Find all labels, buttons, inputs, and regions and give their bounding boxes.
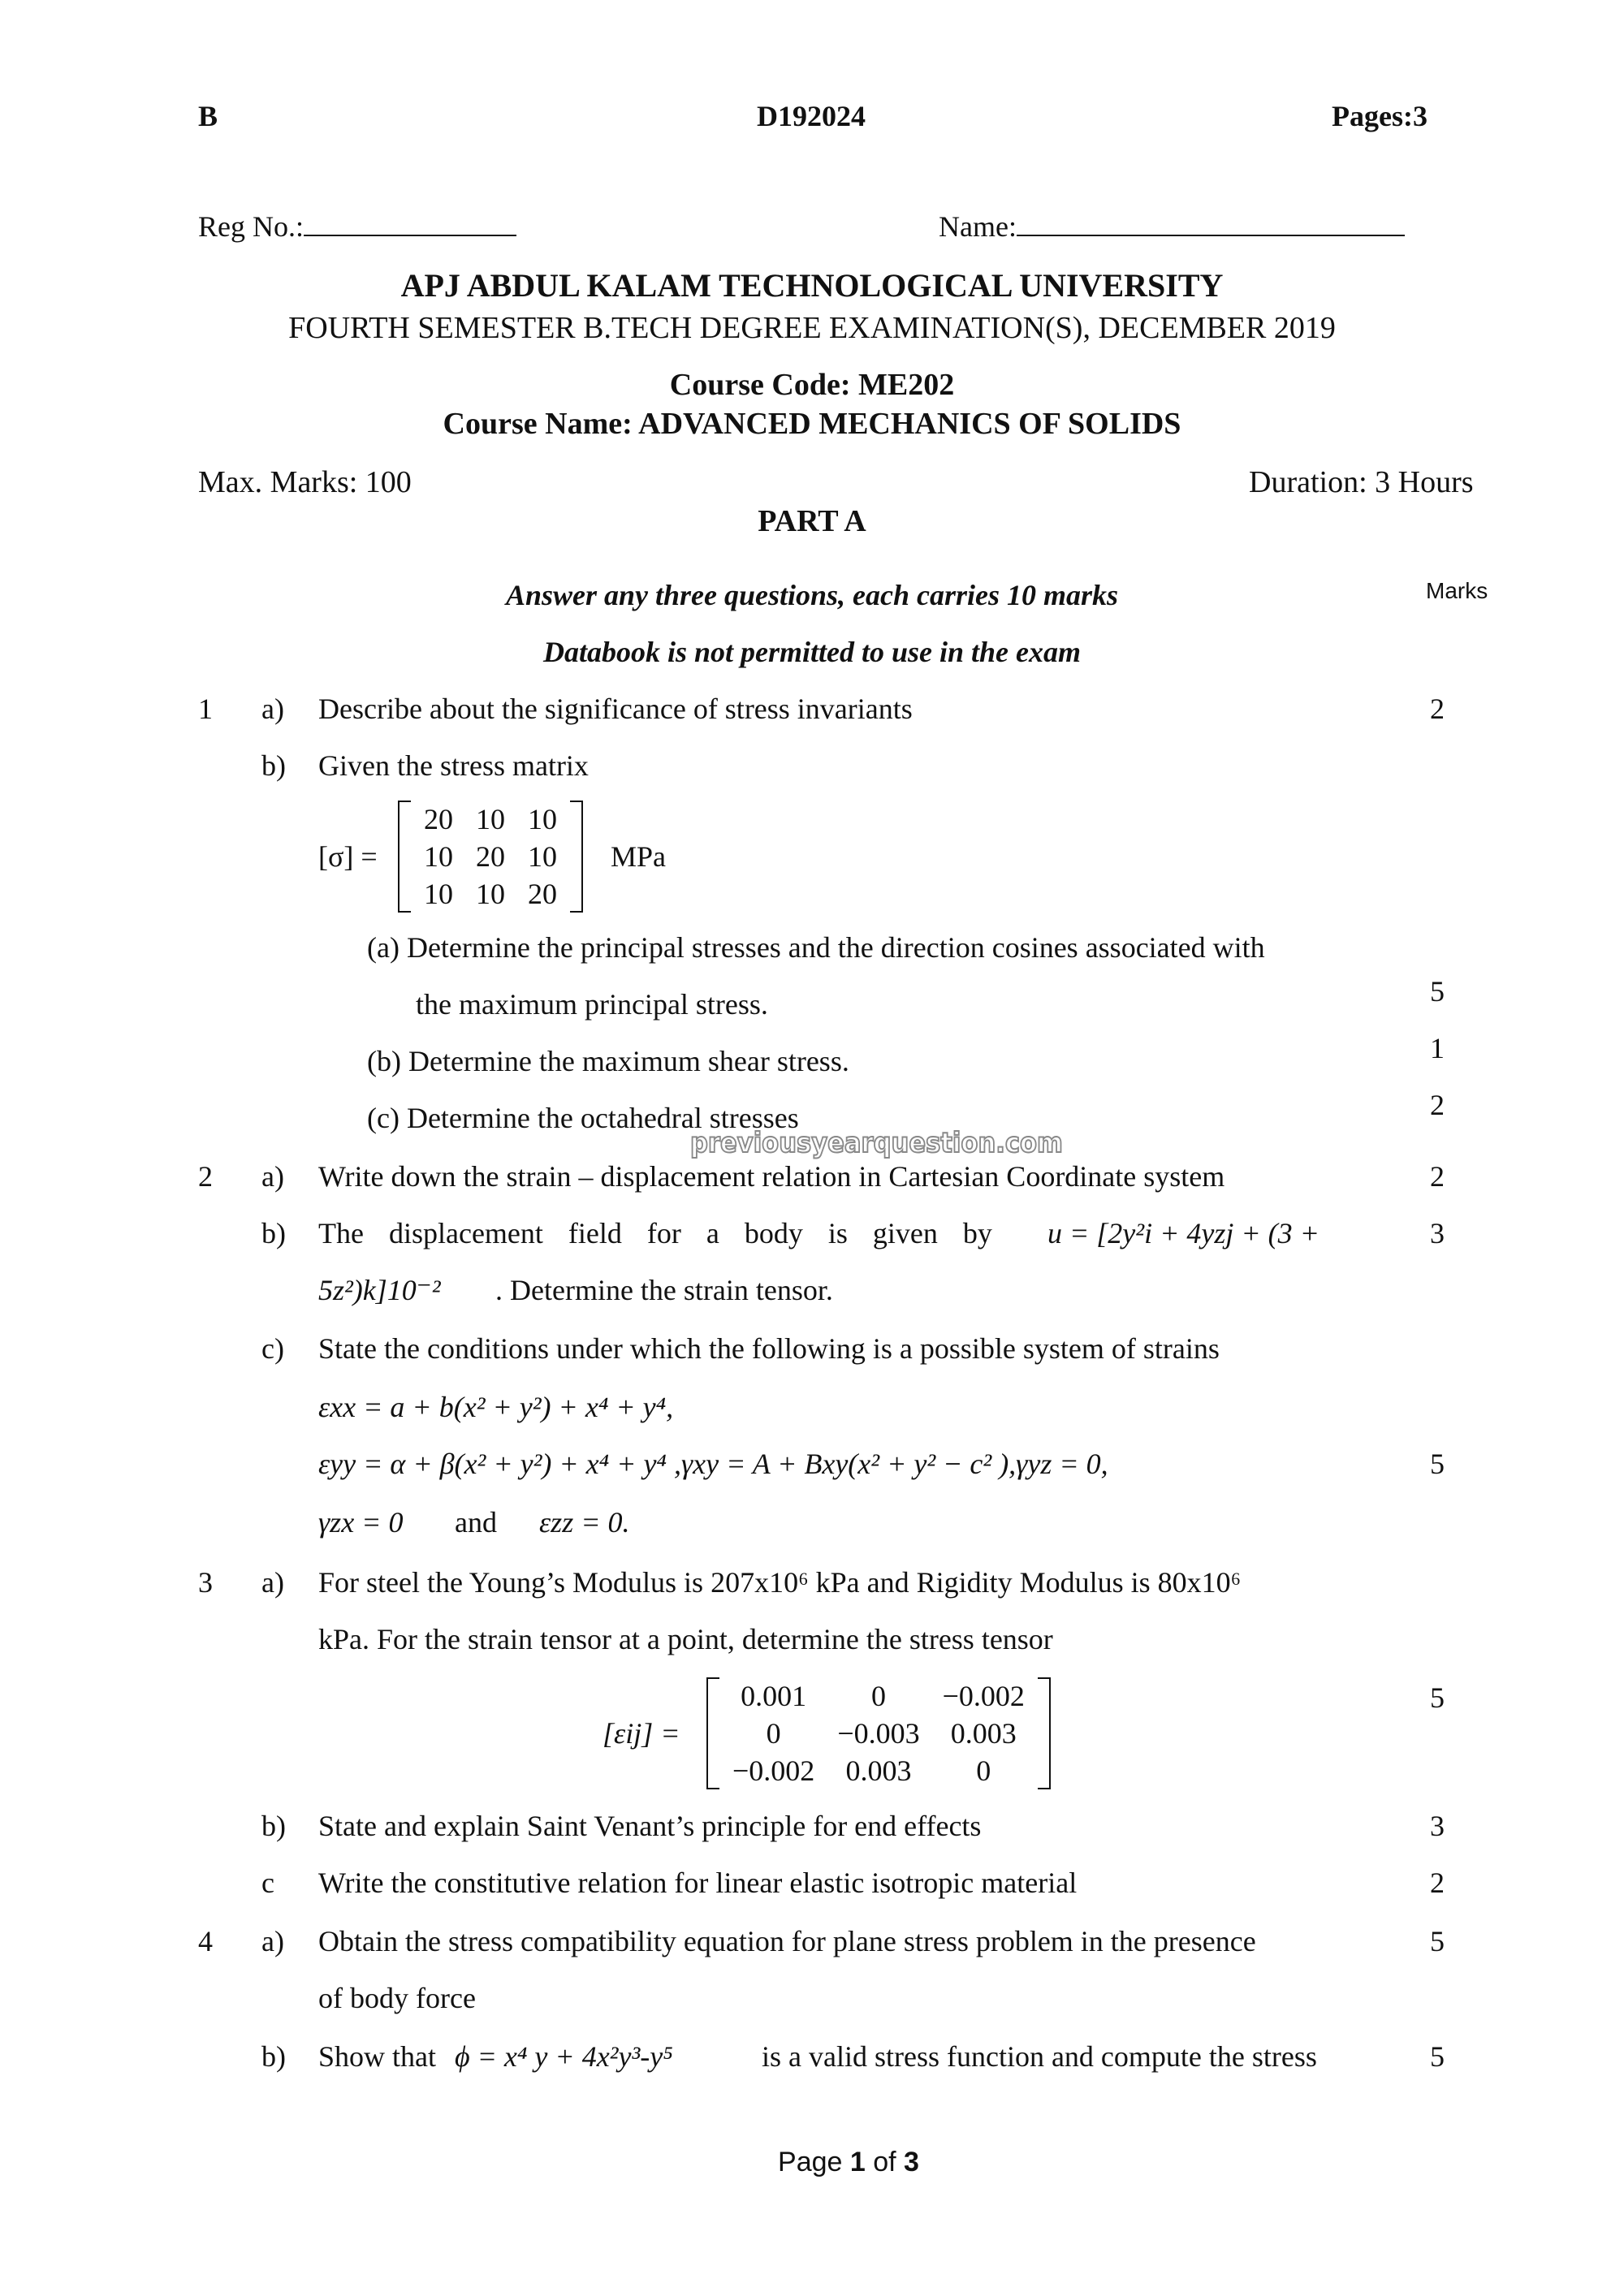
matrix-row bbox=[721, 1677, 1036, 1715]
q3a-marks: 5 bbox=[1430, 1681, 1445, 1714]
matrix-cell: 10 bbox=[528, 803, 557, 835]
instruction-databook: Databook is not permitted to use in the exam bbox=[542, 636, 1082, 668]
q3a-label: a) bbox=[261, 1566, 284, 1599]
q3a-text-line2: kPa. For the strain tensor at a point, determine the stress tensor bbox=[318, 1623, 1053, 1655]
matrix-row bbox=[412, 838, 568, 875]
q4b-equation: ϕ = x⁴ y + 4x²y³-y⁵ bbox=[455, 2040, 673, 2073]
q2c-and: and bbox=[455, 1506, 497, 1539]
reg-no-label: Reg No.: bbox=[198, 210, 304, 243]
exam-title: FOURTH SEMESTER B.TECH DEGREE EXAMINATION(S), DECEMBER 2019 bbox=[288, 311, 1336, 345]
matrix-cell: 20 bbox=[528, 878, 557, 910]
matrix-cell: 10 bbox=[528, 840, 557, 873]
q4b-text: Show that bbox=[318, 2040, 437, 2073]
q1-number: 1 bbox=[198, 693, 213, 725]
q1b-text: Given the stress matrix bbox=[318, 749, 589, 782]
matrix-cell: −0.003 bbox=[837, 1717, 920, 1750]
q3a-text-line1: For steel the Young’s Modulus is 207x10⁶ kPa and Rigidity Modulus is 80x10⁶ bbox=[318, 1566, 1242, 1599]
name-field bbox=[939, 209, 1405, 244]
part-heading: PART A bbox=[758, 504, 866, 538]
duration: Duration: 3 Hours bbox=[1249, 465, 1474, 499]
name-label: Name: bbox=[939, 210, 1017, 243]
q3b-label: b) bbox=[261, 1810, 286, 1842]
q4b-label: b) bbox=[261, 2040, 286, 2073]
reg-no-field bbox=[198, 209, 516, 244]
paper-code: D192024 bbox=[757, 100, 866, 132]
q2a-label: a) bbox=[261, 1160, 284, 1193]
strain-matrix-table bbox=[721, 1677, 1036, 1789]
q2a-marks: 2 bbox=[1430, 1160, 1445, 1193]
epsilon-lhs: [εij] = bbox=[603, 1717, 680, 1750]
q2b-text-end: . Determine the strain tensor. bbox=[495, 1274, 833, 1306]
matrix-cell: −0.002 bbox=[942, 1680, 1025, 1712]
q2b-equation-part2: 5z²)k]10⁻² bbox=[318, 1274, 441, 1306]
q2b-equation-part1: u = [2y²i + 4yzj + (3 + bbox=[1047, 1217, 1320, 1249]
q2b-label: b) bbox=[261, 1217, 286, 1249]
q3b-marks: 3 bbox=[1430, 1810, 1445, 1842]
stress-matrix bbox=[398, 801, 583, 913]
q3-number: 3 bbox=[198, 1566, 213, 1599]
q2c-eq-exx: εxx = a + b(x² + y²) + x⁴ + y⁴, bbox=[318, 1391, 674, 1423]
matrix-cell: 0.003 bbox=[845, 1754, 912, 1787]
q2c-eq-ezz: εzz = 0. bbox=[539, 1506, 630, 1539]
q1b-sub-a-line2: the maximum principal stress. bbox=[416, 988, 768, 1021]
matrix-cell: −0.002 bbox=[732, 1754, 815, 1787]
matrix-left-bracket bbox=[398, 801, 411, 913]
q1a-text: Describe about the significance of stress invariants bbox=[318, 693, 913, 725]
q2b-marks: 3 bbox=[1430, 1217, 1445, 1249]
matrix-right-bracket bbox=[1038, 1677, 1051, 1789]
q3c-marks: 2 bbox=[1430, 1867, 1445, 1899]
matrix-cell: 0.003 bbox=[950, 1717, 1017, 1750]
footer-page-label: Page bbox=[778, 2147, 850, 2177]
sigma-lhs: [σ] = bbox=[318, 840, 378, 873]
course-code: Course Code: ME202 bbox=[669, 368, 955, 402]
q3b-text: State and explain Saint Venant’s principle for end effects bbox=[318, 1810, 982, 1842]
matrix-cell: 10 bbox=[476, 878, 505, 910]
reg-no-blank bbox=[304, 210, 516, 236]
matrix-cell: 20 bbox=[424, 803, 453, 835]
matrix-cell: 0 bbox=[870, 1680, 886, 1712]
q4b-text-end: is a valid stress function and compute the stress bbox=[762, 2040, 1317, 2073]
max-marks: Max. Marks: 100 bbox=[198, 465, 412, 499]
q2a-text: Write down the strain – displacement relation in Cartesian Coordinate system bbox=[318, 1160, 1225, 1193]
q4a-label: a) bbox=[261, 1925, 284, 1957]
matrix-row bbox=[721, 1752, 1036, 1789]
page-count: Pages:3 bbox=[1332, 100, 1427, 132]
q1b-sub-a-marks: 5 bbox=[1430, 975, 1445, 1008]
matrix-left-bracket bbox=[706, 1677, 719, 1789]
q2c-label: c) bbox=[261, 1332, 284, 1365]
footer-total-pages: 3 bbox=[904, 2147, 919, 2177]
series-code: B bbox=[198, 100, 218, 132]
matrix-row bbox=[412, 875, 568, 913]
q1b-sub-b-marks: 1 bbox=[1430, 1032, 1445, 1064]
q4a-text-line1: Obtain the stress compatibility equation for plane stress problem in the presence bbox=[318, 1925, 1256, 1957]
q1a-label: a) bbox=[261, 693, 284, 725]
matrix-row bbox=[721, 1715, 1036, 1752]
q1a-marks: 2 bbox=[1430, 693, 1445, 725]
watermark-logo: previousyearquestion.com bbox=[690, 1127, 1063, 1159]
strain-matrix bbox=[706, 1677, 1051, 1789]
q4b-marks: 5 bbox=[1430, 2040, 1445, 2073]
q1b-sub-b: (b) Determine the maximum shear stress. bbox=[367, 1045, 849, 1077]
matrix-cell: 10 bbox=[476, 803, 505, 835]
q1b-sub-c-marks: 2 bbox=[1430, 1089, 1445, 1121]
matrix-cell: 0 bbox=[766, 1717, 781, 1750]
q2c-eq-eyy: εyy = α + β(x² + y²) + x⁴ + y⁴ ,γxy = A + Bxy(x² + y² − c² ),γyz = 0, bbox=[318, 1448, 1108, 1480]
q2-number: 2 bbox=[198, 1160, 213, 1193]
q3c-text: Write the constitutive relation for linear elastic isotropic material bbox=[318, 1867, 1078, 1899]
footer-of-label: of bbox=[865, 2147, 905, 2177]
footer-current-page: 1 bbox=[849, 2147, 866, 2177]
matrix-right-bracket bbox=[570, 801, 583, 913]
stress-matrix-table bbox=[412, 801, 568, 913]
q2c-text: State the conditions under which the following is a possible system of strains bbox=[318, 1332, 1220, 1365]
course-name: Course Name: ADVANCED MECHANICS OF SOLIDS bbox=[443, 407, 1181, 441]
name-blank bbox=[1017, 210, 1405, 236]
q4a-text-line2: of body force bbox=[318, 1982, 476, 2014]
q2c-eq-gzx: γzx = 0 bbox=[318, 1506, 404, 1539]
q1b-sub-a-line1: (a) Determine the principal stresses and the direction cosines associated with bbox=[367, 931, 1265, 964]
q2c-marks: 5 bbox=[1430, 1448, 1445, 1480]
page-footer bbox=[0, 2147, 1624, 2178]
matrix-cell: 10 bbox=[424, 878, 453, 910]
sigma-unit: MPa bbox=[611, 840, 667, 873]
matrix-cell: 0 bbox=[976, 1754, 991, 1787]
university-name: APJ ABDUL KALAM TECHNOLOGICAL UNIVERSITY bbox=[400, 267, 1224, 304]
q3c-label: c bbox=[261, 1867, 274, 1899]
q4-number: 4 bbox=[198, 1925, 213, 1957]
matrix-cell: 0.001 bbox=[741, 1680, 807, 1712]
marks-column-header: Marks bbox=[1426, 578, 1488, 603]
matrix-cell: 20 bbox=[476, 840, 505, 873]
q1b-sub-c: (c) Determine the octahedral stresses bbox=[367, 1102, 799, 1134]
q2b-text: The displacement field for a body is given by bbox=[318, 1217, 992, 1249]
matrix-row bbox=[412, 801, 568, 838]
instruction-answer: Answer any three questions, each carries 10 marks bbox=[505, 579, 1119, 611]
q1b-label: b) bbox=[261, 749, 286, 782]
matrix-cell: 10 bbox=[424, 840, 453, 873]
q4a-marks: 5 bbox=[1430, 1925, 1445, 1957]
